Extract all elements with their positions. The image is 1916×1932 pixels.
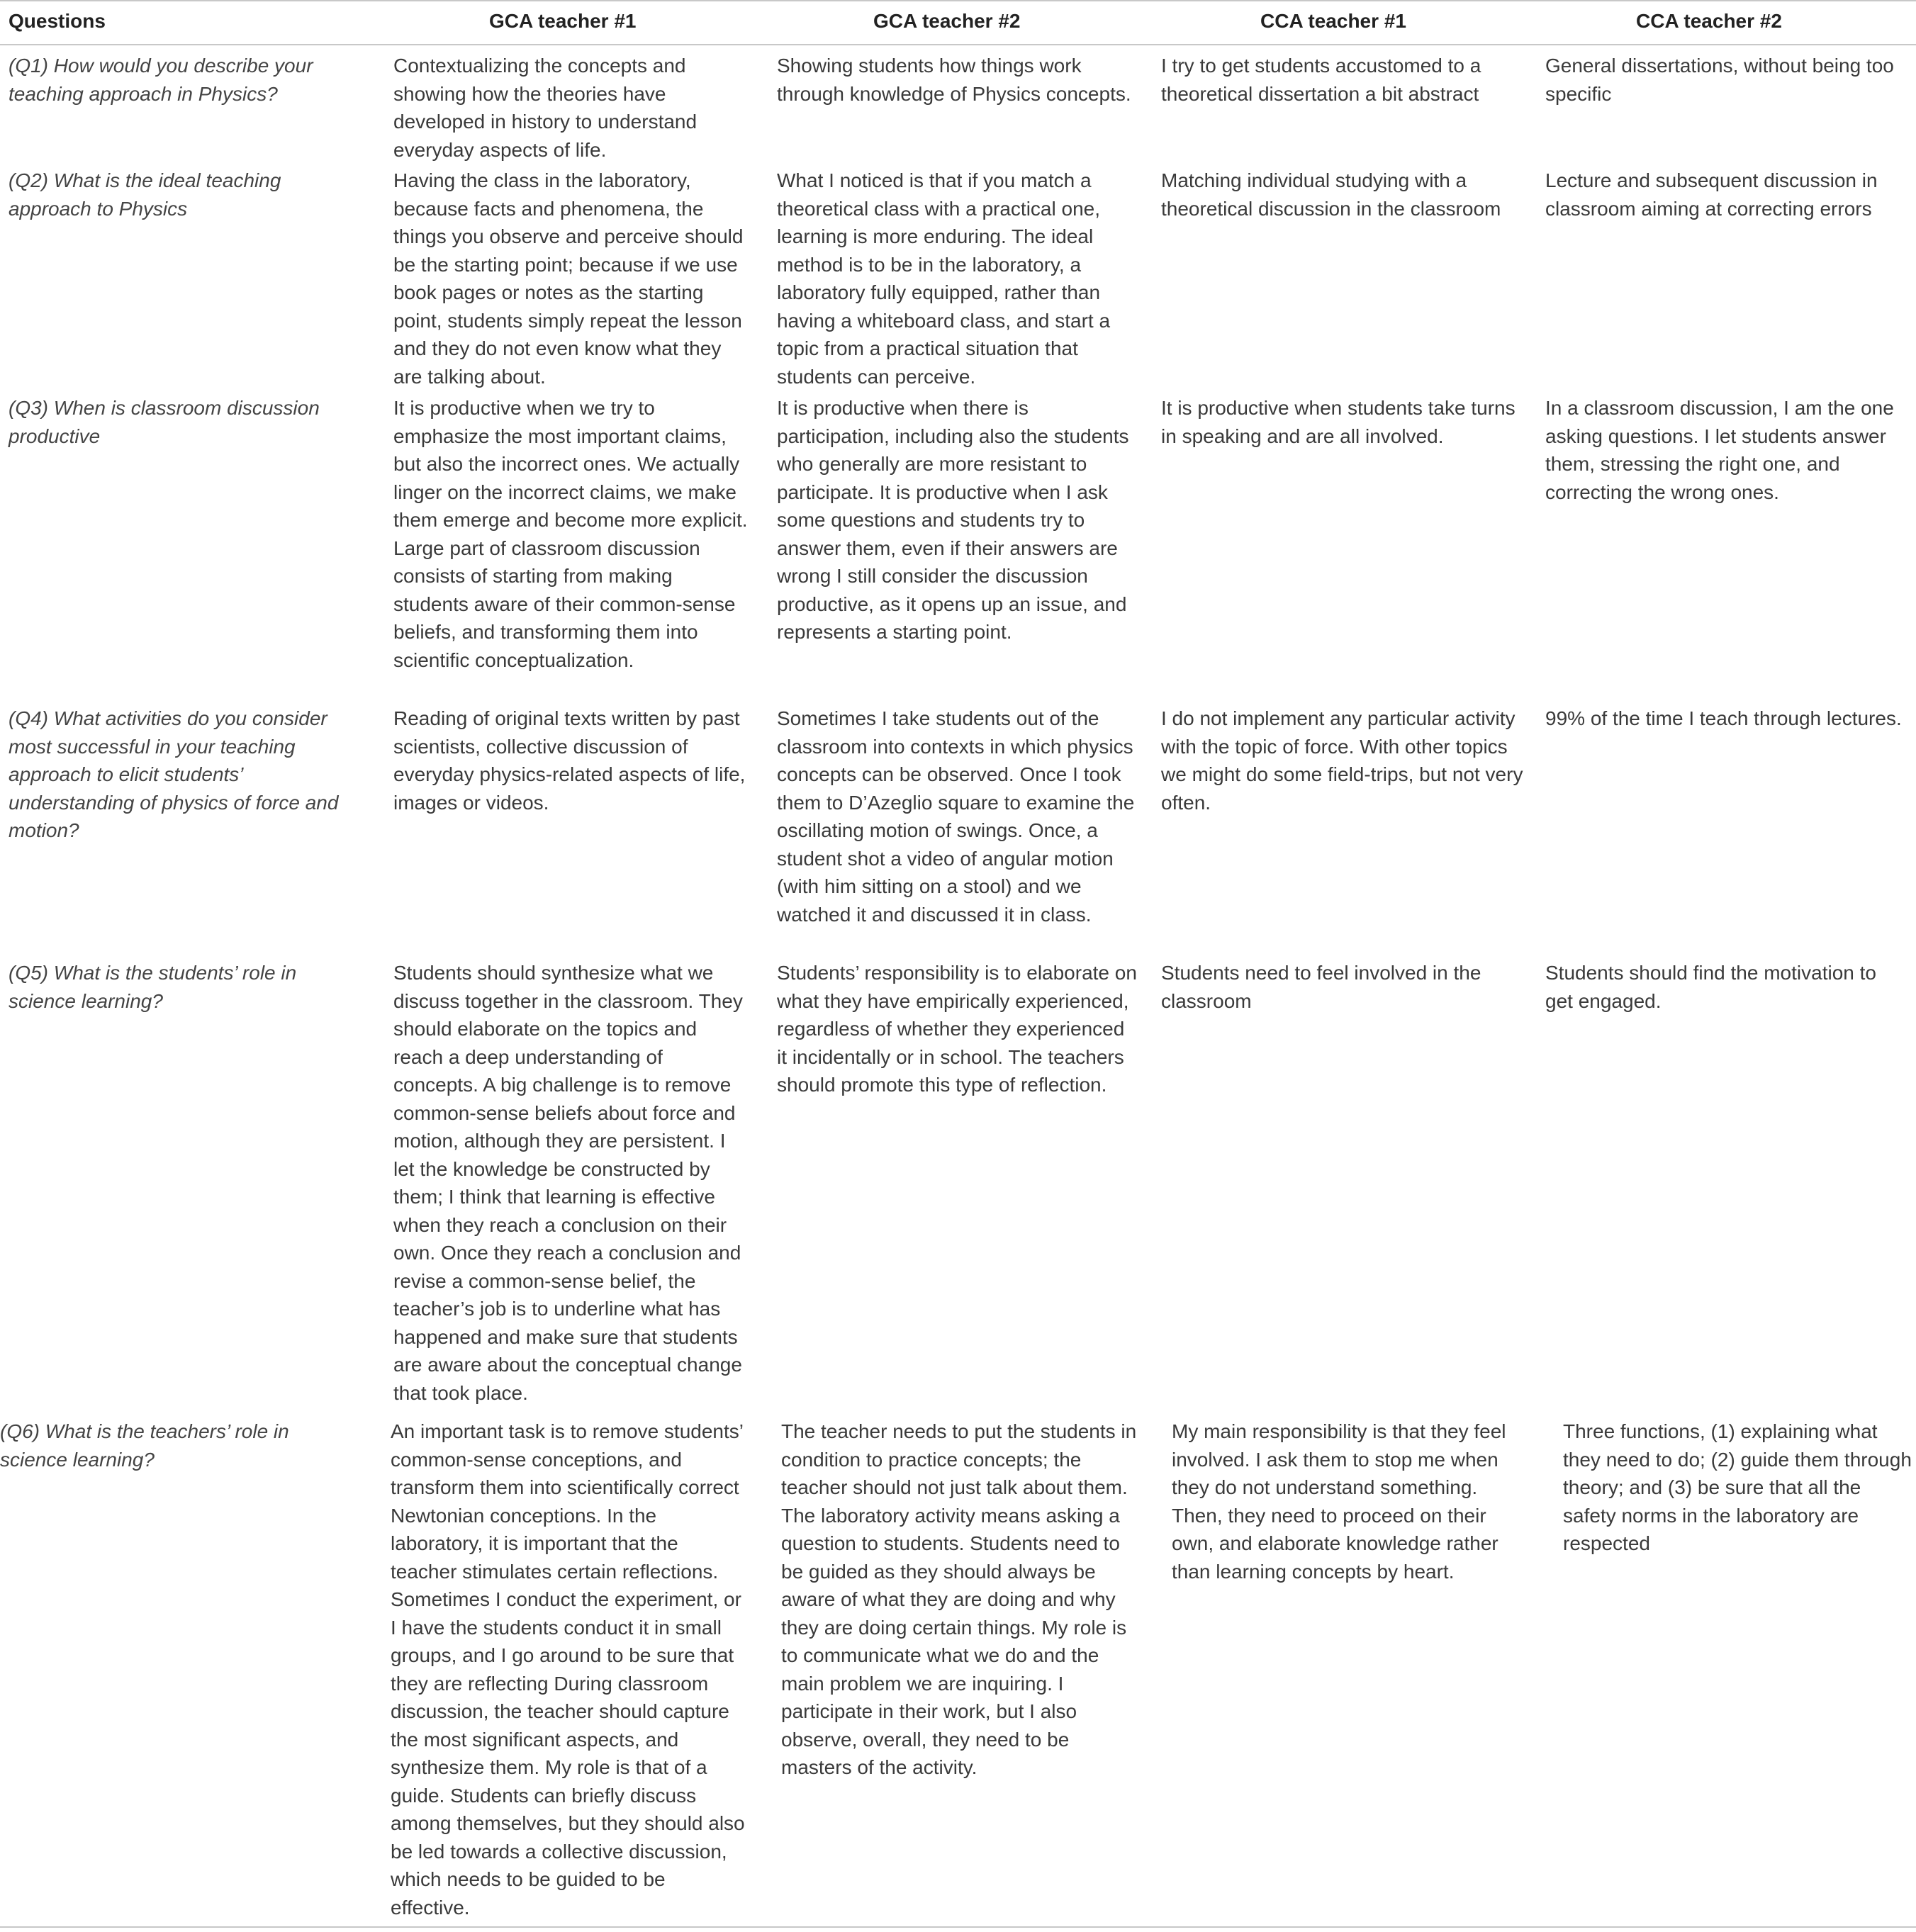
answer-q3-gca2: It is productive when there is participation, including also the students who generally are more resistant to participate. It is productive when I ask some questions and students try to answer them, even if their answers are wrong I still consider the discussion productive, as it opens up an issue, and represents a starting point.: [777, 397, 1129, 643]
header-gca-teacher-2: GCA teacher #2: [873, 10, 1021, 32]
answer-q1-cca2: General dissertations, without being too specific: [1545, 55, 1894, 105]
question-q3: (Q3) When is classroom discussion productive: [9, 397, 320, 447]
answer-q2-gca2: What I noticed is that if you match a theoretical class with a practical one, learning is more enduring. The ideal method is to be in the laboratory, a laboratory fully equipped, rather than having a whiteboard class, and start a topic from a practical situation that students can perceive.: [777, 169, 1111, 388]
answer-q6-cca1: My main responsibility is that they feel involved. I ask them to stop me when they do not understand something. Then, they need to proceed on their own, and elaborate knowledge rather than learning concepts by heart.: [1172, 1420, 1506, 1583]
header-cca-teacher-2: CCA teacher #2: [1636, 10, 1782, 32]
header-cca-teacher-1: CCA teacher #1: [1260, 10, 1406, 32]
table-top-rule: [0, 0, 1916, 1]
answer-q4-cca2: 99% of the time I teach through lectures.: [1545, 707, 1902, 729]
header-questions: Questions: [9, 10, 106, 32]
answer-q1-gca1: Contextualizing the concepts and showing how the theories have developed in history to understand everyday aspects of life.: [393, 55, 698, 161]
answer-q3-gca1: It is productive when we try to emphasize the most important claims, but also the incorrect ones. We actually linger on the incorrect claims, we make them emerge and become more explicit. Large part of classroom discussion consists of starting from making students aware of their common-sense beliefs, and transforming them into scientific conceptualization.: [393, 397, 748, 671]
header-rule: [0, 44, 1916, 45]
table-bottom-rule: [0, 1926, 1916, 1928]
answer-q1-gca2: Showing students how things work through knowledge of Physics concepts.: [777, 55, 1131, 105]
header-gca-teacher-1: GCA teacher #1: [489, 10, 637, 32]
answer-q5-gca1: Students should synthesize what we discuss together in the classroom. They should elaborate on the topics and reach a deep understanding of concepts. A big challenge is to remove common-sense beliefs about force and motion, although they are persistent. I let the knowledge be constructed by them; I think that learning is effective when they reach a conclusion on their own. Once they reach a conclusion and revise a common-sense belief, the teacher’s job is to underline what has happened and make sure that students are aware about the conceptual change that took place.: [393, 962, 743, 1404]
answer-q5-cca1: Students need to feel involved in the classroom: [1161, 962, 1481, 1012]
answer-q5-cca2: Students should find the motivation to get engaged.: [1545, 962, 1876, 1012]
question-q5: (Q5) What is the students’ role in science learning?: [9, 962, 297, 1012]
answer-q4-cca1: I do not implement any particular activity with the topic of force. With other topics we might do some field-trips, but not very often.: [1161, 707, 1523, 814]
answer-q3-cca1: It is productive when students take turns in speaking and are all involved.: [1161, 397, 1516, 447]
answer-q2-cca1: Matching individual studying with a theoretical discussion in the classroom: [1161, 169, 1501, 220]
answer-q6-gca2: The teacher needs to put the students in condition to practice concepts; the teacher should not just talk about them. The laboratory activity means asking a question to students. Students need to be guided as they should always be aware of what they are doing and why they are doing certain things. My role is to communicate what we do and the main problem we are inquiring. I participate in their work, but I also observe, overall, they need to be masters of the activity.: [781, 1420, 1137, 1778]
answer-q1-cca1: I try to get students accustomed to a theoretical dissertation a bit abstract: [1161, 55, 1481, 105]
answer-q5-gca2: Students’ responsibility is to elaborate on what they have empirically experienced, regardless of whether they experienced it incidentally or in school. The teachers should promote this type of reflection.: [777, 962, 1137, 1096]
question-q6: (Q6) What is the teachers’ role in science learning?: [0, 1420, 289, 1471]
question-q2: (Q2) What is the ideal teaching approach to Physics: [9, 169, 281, 220]
answer-q6-gca1: An important task is to remove students’ common-sense conceptions, and transform them into scientifically correct Newtonian conceptions. In the laboratory, it is important that the teacher stimulates certain reflections. Sometimes I conduct the experiment, or I have the students conduct it in small groups, and I go around to be sure that they are reflecting During classroom discussion, the teacher should capture the most significant aspects, and synthesize them. My role is that of a guide. Students can briefly discuss among themselves, but they should also be led towards a collective discussion, which needs to be guided to be effective.: [391, 1420, 745, 1919]
answer-q4-gca2: Sometimes I take students out of the classroom into contexts in which physics concepts can be observed. Once I took them to D’Azeglio square to examine the oscillating motion of swings. Once, a student shot a video of angular motion (with him sitting on a stool) and we watched it and discussed it in class.: [777, 707, 1135, 926]
answer-q2-cca2: Lecture and subsequent discussion in classroom aiming at correcting errors: [1545, 169, 1878, 220]
answer-q2-gca1: Having the class in the laboratory, because facts and phenomena, the things you observe and perceive should be the starting point; because if we use book pages or notes as the starting point, students simply repeat the lesson and they do not even know what they are talking about.: [393, 169, 744, 388]
answer-q6-cca2: Three functions, (1) explaining what they need to do; (2) guide them through theory; and (3) be sure that all the safety norms in the laboratory are respected: [1563, 1420, 1912, 1554]
question-q4: (Q4) What activities do you consider most successful in your teaching approach to elicit students’ understanding of physics of force and motion?: [9, 707, 339, 841]
answer-q3-cca2: In a classroom discussion, I am the one asking questions. I let students answer them, stressing the right one, and correcting the wrong ones.: [1545, 397, 1894, 503]
question-q1: (Q1) How would you describe your teaching approach in Physics?: [9, 55, 313, 105]
answer-q4-gca1: Reading of original texts written by past scientists, collective discussion of everyday physics-related aspects of life, images or videos.: [393, 707, 746, 814]
